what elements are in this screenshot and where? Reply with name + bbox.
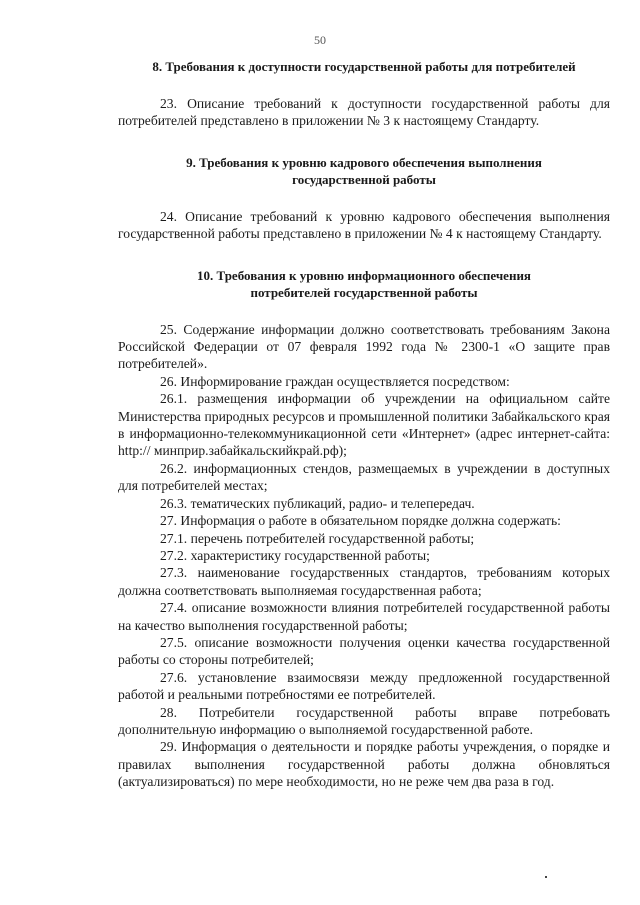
paragraph-26: 26. Информирование граждан осуществляется посредством: <box>160 373 510 389</box>
paragraph-26-1: 26.1. размещения информации об учреждении на официальном сайте Министерства природных ресурсов и промышленной политики Забайкальского края в информационно-телекоммуникационной сети «Интернет» (адрес интернет-сайта: http:// минприр.забайкальскийкрай.рф); <box>118 391 610 459</box>
section-10-heading: 10. Требования к уровню информационного обеспечения потребителей государственной работы <box>197 267 531 300</box>
paragraph-25: 25. Содержание информации должно соответствовать требованиям Закона Российской Федерации от 07 февраля 1992 года № 2300-1 «О защите прав потребителей». <box>118 321 610 372</box>
spacer <box>118 75 610 95</box>
paragraph-27: 27. Информация о работе в обязательном порядке должна содержать: <box>160 513 561 529</box>
spacer <box>118 243 610 267</box>
paragraph-27-4: 27.4. описание возможности влияния потребителей государственной работы на качество выполнения государственной работы; <box>118 600 610 633</box>
paragraph-28: 28. Потребители государственной работы вправе потребовать дополнительную информацию о выполняемой государственной работе. <box>118 704 610 737</box>
spacer <box>118 301 610 321</box>
paragraph-27-5: 27.5. описание возможности получения оценки качества государственной работы со стороны потребителей; <box>118 634 610 668</box>
paragraph-27-3: 27.3. наименование государственных стандартов, требованиям которых должна соответствовать выполняемая государственная работа; <box>118 565 610 598</box>
scan-dot-mark <box>545 876 547 878</box>
paragraph-27-1: 27.1. перечень потребителей государственной работы; <box>160 530 475 546</box>
paragraph-26-2: 26.2. информационных стендов, размещаемых в учреждении в доступных для потребителей местах; <box>118 460 610 494</box>
spacer <box>118 130 610 154</box>
paragraph-27-2: 27.2. характеристику государственной работы; <box>160 547 430 563</box>
paragraph-27-6: 27.6. установление взаимосвязи между предложенной государственной работой и реальными потребностями ее потребителей. <box>118 669 610 703</box>
section-8-heading: 8. Требования к доступности государственной работы для потребителей <box>152 59 576 74</box>
document-body <box>118 58 610 791</box>
paragraph-29: 29. Информация о деятельности и порядке работы учреждения, о порядке и правилах выполнения государственной работы должна обновляться (актуализироваться) по мере необходимости, но не реже чем два раза в год. <box>118 739 610 790</box>
paragraph-24: 24. Описание требований к уровню кадрового обеспечения выполнения государственной работы представлено в приложении № 4 к настоящему Стандарту. <box>118 208 610 242</box>
paragraph-26-3: 26.3. тематических публикаций, радио- и телепередач. <box>160 495 475 511</box>
spacer <box>118 188 610 208</box>
page-number: 50 <box>314 33 326 47</box>
section-9-heading: 9. Требования к уровню кадрового обеспечения выполнения государственной работы <box>186 154 542 187</box>
paragraph-23: 23. Описание требований к доступности государственной работы для потребителей представлено в приложении № 3 к настоящему Стандарту. <box>118 96 610 129</box>
